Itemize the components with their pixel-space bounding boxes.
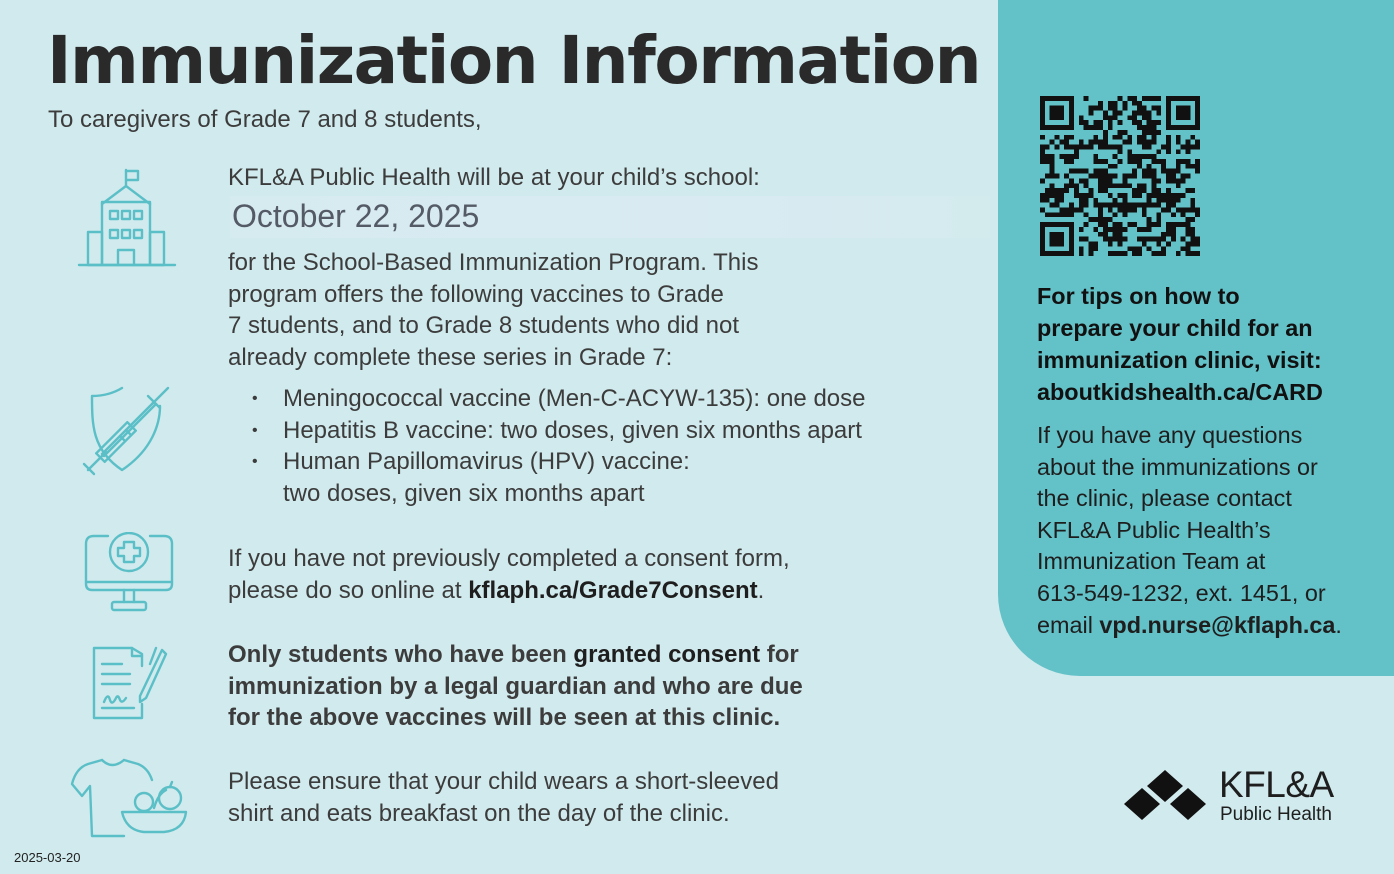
email-prefix: email	[1037, 611, 1100, 638]
clinic-date: October 22, 2025	[232, 198, 480, 234]
granted-consent-emphasis: granted consent	[573, 641, 761, 668]
notice-text: Only students who have been	[228, 641, 574, 668]
tips-line: prepare your child for an	[1037, 315, 1313, 341]
description-line: program offers the following vaccines to Grade	[228, 280, 724, 308]
online-health-icon	[84, 532, 174, 614]
reminder-line: shirt and eats breakfast on the day of the clinic.	[228, 799, 730, 827]
signed-form-icon	[90, 646, 170, 724]
greeting: To caregivers of Grade 7 and 8 students,	[48, 106, 482, 133]
contact-line: If you have any questions	[1037, 422, 1303, 448]
consent-instructions	[228, 543, 790, 606]
contact-line: the clinic, please contact	[1037, 485, 1292, 512]
vaccine-label: Hepatitis B vaccine: two doses, given six months apart	[283, 416, 862, 444]
vaccine-list	[250, 383, 865, 510]
contact-line: Immunization Team at	[1037, 548, 1266, 575]
vaccine-detail: two doses, given six months apart	[283, 480, 645, 508]
eligibility-notice	[228, 639, 803, 734]
vaccine-label: Human Papillomavirus (HPV) vaccine:	[283, 448, 690, 476]
notice-line: for the above vaccines will be seen at this clinic.	[228, 704, 781, 732]
consent-line: If you have not previously completed a consent form,	[228, 545, 790, 572]
program-description	[228, 247, 758, 374]
notice-line: immunization by a legal guardian and who are due	[228, 672, 803, 700]
email-link[interactable]: vpd.nurse@kflaph.ca	[1099, 611, 1336, 638]
notice-text: for	[760, 641, 799, 668]
qr-finder-pattern	[1042, 98, 1071, 127]
consent-link[interactable]: kflaph.ca/Grade7Consent	[468, 576, 758, 604]
vaccine-label: Meningococcal vaccine (Men-C-ACYW-135): one dose	[283, 385, 866, 412]
notice-line	[228, 639, 803, 671]
description-line: for the School-Based Immunization Program. This	[228, 249, 759, 276]
tips-link[interactable]: aboutkidshealth.ca/CARD	[1037, 379, 1323, 405]
tips-line: immunization clinic, visit:	[1037, 347, 1322, 373]
clinic-date-field	[230, 196, 990, 238]
page-title: Immunization Information	[47, 22, 981, 99]
shirt-breakfast-icon	[68, 756, 190, 840]
tips-block	[1037, 280, 1323, 408]
list-item	[250, 446, 865, 509]
consent-line	[228, 575, 790, 607]
consent-period: .	[757, 576, 765, 604]
reminder-line: Please ensure that your child wears a short-sleeved	[228, 768, 779, 795]
consent-text: please do so online at	[228, 576, 469, 604]
contact-email-line	[1037, 610, 1342, 642]
email-suffix: .	[1335, 611, 1342, 638]
school-visit-intro: KFL&A Public Health will be at your child’s school:	[228, 164, 760, 191]
contact-phone: 613-549-1232, ext. 1451, or	[1037, 579, 1326, 606]
description-line: already complete these series in Grade 7:	[228, 344, 673, 372]
contact-line: KFL&A Public Health’s	[1037, 516, 1271, 543]
logo-subtitle: Public Health	[1220, 804, 1332, 825]
description-line: 7 students, and to Grade 8 students who did not	[228, 312, 740, 340]
revision-date: 2025-03-20	[14, 850, 81, 865]
qr-finder-pattern	[1042, 224, 1071, 253]
preparation-reminder	[228, 766, 779, 829]
kfla-logo-icon	[1122, 768, 1208, 829]
shield-syringe-icon	[82, 384, 174, 476]
tips-line: For tips on how to	[1037, 283, 1240, 309]
contact-block	[1037, 420, 1342, 641]
contact-line: about the immunizations or	[1037, 453, 1318, 480]
school-icon	[76, 168, 178, 270]
qr-code[interactable]	[1040, 96, 1200, 261]
list-item	[250, 383, 865, 415]
list-item	[250, 415, 865, 447]
qr-finder-pattern	[1168, 98, 1197, 127]
logo-name: KFL&A	[1219, 764, 1334, 805]
